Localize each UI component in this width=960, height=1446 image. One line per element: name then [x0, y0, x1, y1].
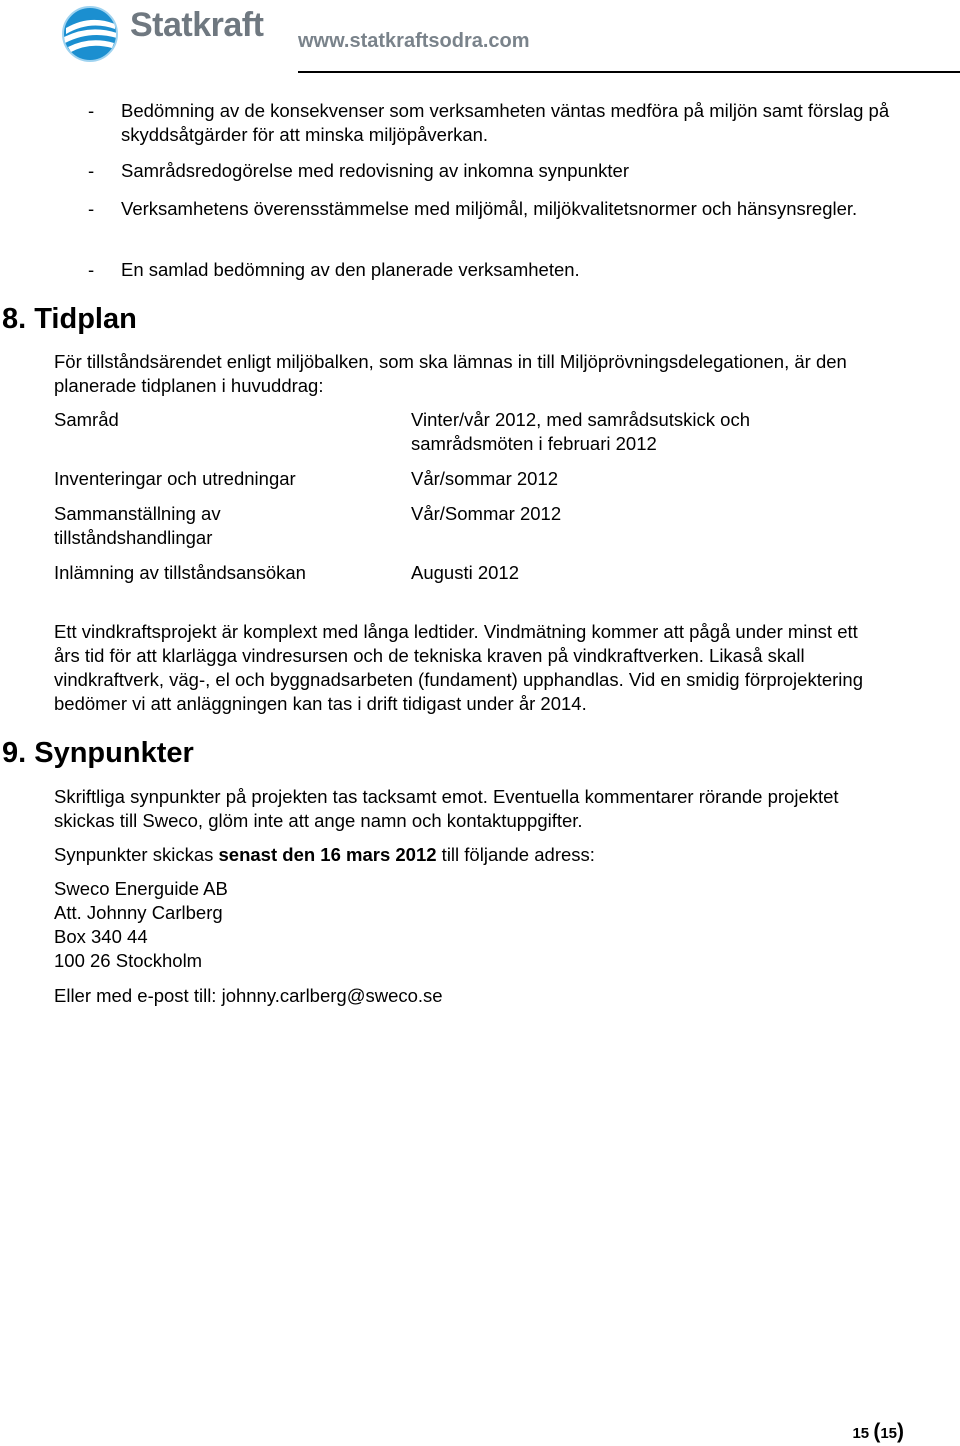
deadline-text-post: till följande adress:: [436, 844, 595, 865]
header-divider: [298, 71, 960, 73]
bullet-text: En samlad bedömning av den planerade verksamheten.: [121, 259, 580, 280]
schedule-value: Vinter/vår 2012, med samrådsutskick och samrådsmöten i februari 2012: [411, 409, 750, 454]
statkraft-globe-icon: [60, 4, 120, 64]
email-line: Eller med e-post till: johnny.carlberg@sweco.se: [54, 985, 443, 1006]
bullet-text: Bedömning av de konsekvenser som verksamheten väntas medföra på miljön samt förslag på skyddsåtgärder för att minska miljöpåverkan.: [121, 100, 890, 145]
site-url[interactable]: www.statkraftsodra.com: [298, 30, 530, 52]
bullet-dash: -: [88, 259, 95, 280]
bullet-dash: -: [88, 100, 95, 121]
page-header: [0, 0, 960, 75]
section-heading: 8. Tidplan: [2, 303, 137, 335]
bullet-text: Samrådsredogörelse med redovisning av inkomna synpunkter: [121, 160, 629, 181]
page-current: 15: [852, 1425, 870, 1442]
page-paren-open: (: [873, 1420, 881, 1443]
address-line: 100 26 Stockholm: [54, 950, 203, 971]
schedule-value: Augusti 2012: [411, 562, 520, 583]
address-line: Sweco Energuide AB: [54, 878, 228, 899]
bullet-dash: -: [88, 198, 95, 219]
deadline-date: senast den 16 mars 2012: [218, 844, 437, 865]
section-heading: 9. Synpunkter: [2, 737, 194, 769]
schedule-label: Samråd: [54, 409, 119, 430]
page-number: [852, 1420, 904, 1444]
schedule-value: Vår/Sommar 2012: [411, 503, 562, 524]
schedule-value: Vår/sommar 2012: [411, 468, 559, 489]
page-paren-close: ): [897, 1420, 904, 1443]
schedule-label: Sammanställning av tillståndshandlingar: [54, 503, 221, 548]
deadline-text-pre: Synpunkter skickas: [54, 844, 219, 865]
brand-name: Statkraft: [130, 6, 264, 44]
schedule-label: Inlämning av tillståndsansökan: [54, 562, 306, 583]
feedback-paragraph: Skriftliga synpunkter på projekten tas tacksamt emot. Eventuella kommentarer rörande projektet skickas till Sweco, glöm inte att ange namn och kontaktuppgifter.: [54, 786, 839, 831]
closing-paragraph: Ett vindkraftsprojekt är komplext med långa ledtider. Vindmätning kommer att pågå under minst ett års tid för att klarlägga vindresursen och de tekniska kraven på vindkraftverken. Likaså skall vindkraftverk, väg-, el och byggnadsarbeten (fundament) upphandlas. Vid en smidig förprojektering bedömer vi att anläggningen kan tas i drift tidigast under år 2014.: [54, 621, 863, 714]
page-total: 15: [880, 1425, 897, 1442]
address-block: [54, 877, 914, 973]
intro-paragraph: För tillståndsärendet enligt miljöbalken, som ska lämnas in till Miljöprövningsdelegationen, är den planerade tidplanen i huvuddrag:: [54, 351, 847, 396]
address-line: Att. Johnny Carlberg: [54, 902, 223, 923]
bullet-dash: -: [88, 160, 95, 181]
schedule-label: Inventeringar och utredningar: [54, 468, 296, 489]
bullet-text: Verksamhetens överensstämmelse med miljömål, miljökvalitetsnormer och hänsynsregler.: [121, 198, 858, 219]
deadline-paragraph: [54, 843, 914, 867]
address-line: Box 340 44: [54, 926, 148, 947]
